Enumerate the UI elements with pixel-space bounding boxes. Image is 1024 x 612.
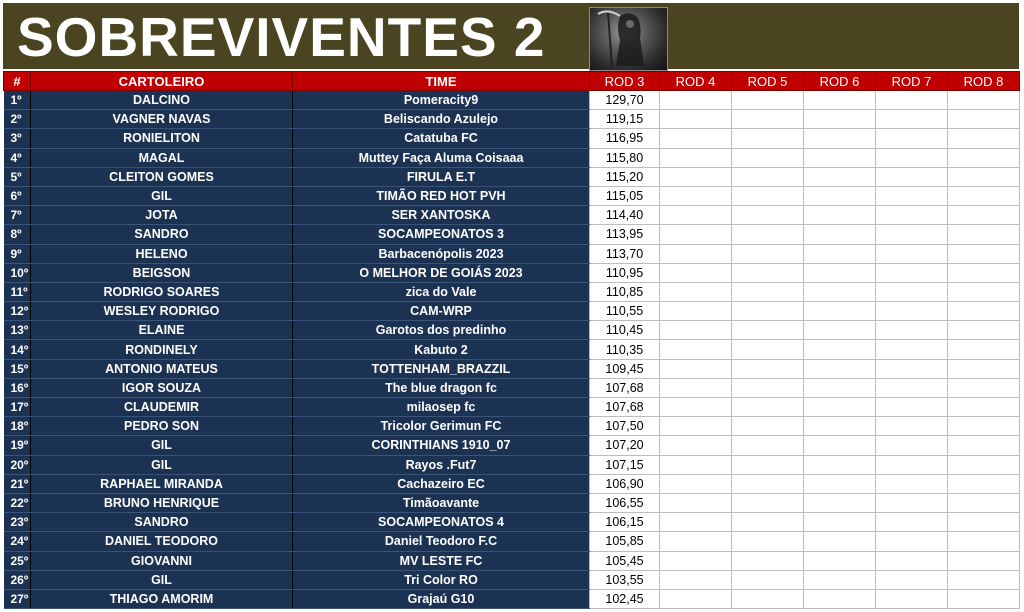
cartoleiro-cell[interactable]: RAPHAEL MIRANDA bbox=[31, 474, 293, 493]
rod3-cell[interactable]: 110,95 bbox=[590, 263, 660, 282]
rod7-cell[interactable] bbox=[876, 455, 948, 474]
rod4-cell[interactable] bbox=[660, 570, 732, 589]
rod8-cell[interactable] bbox=[948, 263, 1020, 282]
rod8-cell[interactable] bbox=[948, 398, 1020, 417]
time-cell[interactable]: Catatuba FC bbox=[293, 129, 590, 148]
table-row bbox=[4, 493, 1020, 512]
rod6-cell[interactable] bbox=[804, 436, 876, 455]
table-row bbox=[4, 570, 1020, 589]
rod3-cell[interactable]: 116,95 bbox=[590, 129, 660, 148]
rod7-cell[interactable] bbox=[876, 589, 948, 608]
table-row bbox=[4, 436, 1020, 455]
rod8-cell[interactable] bbox=[948, 91, 1020, 110]
rod7-cell[interactable] bbox=[876, 167, 948, 186]
cartoleiro-cell[interactable]: IGOR SOUZA bbox=[31, 378, 293, 397]
cartoleiro-cell[interactable]: HELENO bbox=[31, 244, 293, 263]
rod3-cell[interactable]: 129,70 bbox=[590, 91, 660, 110]
rod5-cell[interactable] bbox=[732, 148, 804, 167]
rank-cell[interactable]: 9º bbox=[4, 244, 31, 263]
time-cell[interactable]: Timãoavante bbox=[293, 493, 590, 512]
rod8-cell[interactable] bbox=[948, 148, 1020, 167]
rank-cell[interactable]: 20º bbox=[4, 455, 31, 474]
rod5-cell[interactable] bbox=[732, 359, 804, 378]
time-cell[interactable]: Kabuto 2 bbox=[293, 340, 590, 359]
rod6-cell[interactable] bbox=[804, 225, 876, 244]
rod8-cell[interactable] bbox=[948, 455, 1020, 474]
rod8-cell[interactable] bbox=[948, 110, 1020, 129]
rod7-cell[interactable] bbox=[876, 244, 948, 263]
rod6-cell[interactable] bbox=[804, 321, 876, 340]
rod5-cell[interactable] bbox=[732, 532, 804, 551]
rod5-cell[interactable] bbox=[732, 398, 804, 417]
rod5-cell[interactable] bbox=[732, 186, 804, 205]
rod6-cell[interactable] bbox=[804, 474, 876, 493]
rod8-cell[interactable] bbox=[948, 167, 1020, 186]
rod7-cell[interactable] bbox=[876, 225, 948, 244]
rod3-cell[interactable]: 103,55 bbox=[590, 570, 660, 589]
table-row bbox=[4, 340, 1020, 359]
time-cell[interactable]: Tricolor Gerimun FC bbox=[293, 417, 590, 436]
table-row bbox=[4, 417, 1020, 436]
rod3-cell[interactable]: 110,55 bbox=[590, 302, 660, 321]
ranking-table bbox=[3, 71, 1020, 609]
rod8-cell[interactable] bbox=[948, 129, 1020, 148]
table-row bbox=[4, 244, 1020, 263]
time-cell[interactable]: SOCAMPEONATOS 4 bbox=[293, 513, 590, 532]
time-cell[interactable]: The blue dragon fc bbox=[293, 378, 590, 397]
rod5-cell[interactable] bbox=[732, 302, 804, 321]
time-cell[interactable]: Muttey Faça Aluma Coisaaa bbox=[293, 148, 590, 167]
rod4-cell[interactable] bbox=[660, 436, 732, 455]
rod8-cell[interactable] bbox=[948, 570, 1020, 589]
rod6-cell[interactable] bbox=[804, 186, 876, 205]
rank-cell[interactable]: 21º bbox=[4, 474, 31, 493]
rod7-cell[interactable] bbox=[876, 378, 948, 397]
rod7-cell[interactable] bbox=[876, 340, 948, 359]
rod3-cell[interactable]: 110,45 bbox=[590, 321, 660, 340]
header-rod-6[interactable]: ROD 6 bbox=[804, 72, 876, 91]
header-row bbox=[4, 72, 1020, 91]
table-row bbox=[4, 378, 1020, 397]
rod6-cell[interactable] bbox=[804, 302, 876, 321]
rod7-cell[interactable] bbox=[876, 551, 948, 570]
table-row bbox=[4, 551, 1020, 570]
rank-cell[interactable]: 4º bbox=[4, 148, 31, 167]
cartoleiro-cell[interactable]: RONIELITON bbox=[31, 129, 293, 148]
rod6-cell[interactable] bbox=[804, 263, 876, 282]
header-rod-7[interactable]: ROD 7 bbox=[876, 72, 948, 91]
rod4-cell[interactable] bbox=[660, 378, 732, 397]
rod4-cell[interactable] bbox=[660, 340, 732, 359]
rod7-cell[interactable] bbox=[876, 302, 948, 321]
rod4-cell[interactable] bbox=[660, 110, 732, 129]
rod3-cell[interactable]: 114,40 bbox=[590, 206, 660, 225]
rank-cell[interactable]: 7º bbox=[4, 206, 31, 225]
table-row bbox=[4, 513, 1020, 532]
cartoleiro-cell[interactable]: ELAINE bbox=[31, 321, 293, 340]
time-cell[interactable]: TIMÃO RED HOT PVH bbox=[293, 186, 590, 205]
rod3-cell[interactable]: 106,15 bbox=[590, 513, 660, 532]
header-rod-8[interactable]: ROD 8 bbox=[948, 72, 1020, 91]
title-banner bbox=[3, 3, 1019, 69]
rod7-cell[interactable] bbox=[876, 493, 948, 512]
grim-reaper-image bbox=[589, 7, 668, 71]
table-row bbox=[4, 359, 1020, 378]
rank-cell[interactable]: 3º bbox=[4, 129, 31, 148]
rod8-cell[interactable] bbox=[948, 186, 1020, 205]
rod7-cell[interactable] bbox=[876, 263, 948, 282]
rod3-cell[interactable]: 110,35 bbox=[590, 340, 660, 359]
rod6-cell[interactable] bbox=[804, 340, 876, 359]
rod4-cell[interactable] bbox=[660, 91, 732, 110]
rod3-cell[interactable]: 106,90 bbox=[590, 474, 660, 493]
rod6-cell[interactable] bbox=[804, 129, 876, 148]
rank-cell[interactable]: 11º bbox=[4, 282, 31, 301]
rod8-cell[interactable] bbox=[948, 513, 1020, 532]
rank-cell[interactable]: 25º bbox=[4, 551, 31, 570]
rod5-cell[interactable] bbox=[732, 417, 804, 436]
rod8-cell[interactable] bbox=[948, 589, 1020, 608]
table-row bbox=[4, 321, 1020, 340]
time-cell[interactable]: Daniel Teodoro F.C bbox=[293, 532, 590, 551]
rod6-cell[interactable] bbox=[804, 244, 876, 263]
rank-cell[interactable]: 13º bbox=[4, 321, 31, 340]
time-cell[interactable]: CORINTHIANS 1910_07 bbox=[293, 436, 590, 455]
cartoleiro-cell[interactable]: RODRIGO SOARES bbox=[31, 282, 293, 301]
rod7-cell[interactable] bbox=[876, 532, 948, 551]
rod7-cell[interactable] bbox=[876, 129, 948, 148]
rod8-cell[interactable] bbox=[948, 282, 1020, 301]
rod3-cell[interactable]: 113,95 bbox=[590, 225, 660, 244]
cartoleiro-cell[interactable]: CLAUDEMIR bbox=[31, 398, 293, 417]
rod7-cell[interactable] bbox=[876, 186, 948, 205]
rod5-cell[interactable] bbox=[732, 378, 804, 397]
time-cell[interactable]: SOCAMPEONATOS 3 bbox=[293, 225, 590, 244]
rod8-cell[interactable] bbox=[948, 378, 1020, 397]
table-row bbox=[4, 263, 1020, 282]
rod7-cell[interactable] bbox=[876, 282, 948, 301]
time-cell[interactable]: Pomeracity9 bbox=[293, 91, 590, 110]
header-rod-5[interactable]: ROD 5 bbox=[732, 72, 804, 91]
rod8-cell[interactable] bbox=[948, 321, 1020, 340]
rod5-cell[interactable] bbox=[732, 110, 804, 129]
header-time[interactable]: TIME bbox=[293, 72, 590, 91]
cartoleiro-cell[interactable]: DANIEL TEODORO bbox=[31, 532, 293, 551]
rod8-cell[interactable] bbox=[948, 206, 1020, 225]
rod7-cell[interactable] bbox=[876, 417, 948, 436]
rod5-cell[interactable] bbox=[732, 167, 804, 186]
table-row bbox=[4, 455, 1020, 474]
rod3-cell[interactable]: 109,45 bbox=[590, 359, 660, 378]
rod7-cell[interactable] bbox=[876, 359, 948, 378]
rod7-cell[interactable] bbox=[876, 570, 948, 589]
rod6-cell[interactable] bbox=[804, 513, 876, 532]
header-rod-3[interactable]: ROD 3 bbox=[590, 72, 660, 91]
rod4-cell[interactable] bbox=[660, 263, 732, 282]
rod3-cell[interactable]: 107,68 bbox=[590, 378, 660, 397]
rod7-cell[interactable] bbox=[876, 474, 948, 493]
rod4-cell[interactable] bbox=[660, 589, 732, 608]
rod5-cell[interactable] bbox=[732, 321, 804, 340]
rod3-cell[interactable]: 115,20 bbox=[590, 167, 660, 186]
rank-cell[interactable]: 19º bbox=[4, 436, 31, 455]
table-row bbox=[4, 206, 1020, 225]
rod7-cell[interactable] bbox=[876, 398, 948, 417]
rod6-cell[interactable] bbox=[804, 148, 876, 167]
rank-cell[interactable]: 26º bbox=[4, 570, 31, 589]
table-row bbox=[4, 589, 1020, 608]
rod8-cell[interactable] bbox=[948, 225, 1020, 244]
rank-cell[interactable]: 23º bbox=[4, 513, 31, 532]
rod8-cell[interactable] bbox=[948, 493, 1020, 512]
rod4-cell[interactable] bbox=[660, 513, 732, 532]
rank-cell[interactable]: 18º bbox=[4, 417, 31, 436]
rod8-cell[interactable] bbox=[948, 302, 1020, 321]
cartoleiro-cell[interactable]: MAGAL bbox=[31, 148, 293, 167]
rod3-cell[interactable]: 102,45 bbox=[590, 589, 660, 608]
rod3-cell[interactable]: 107,68 bbox=[590, 398, 660, 417]
rod5-cell[interactable] bbox=[732, 589, 804, 608]
time-cell[interactable]: O MELHOR DE GOIÁS 2023 bbox=[293, 263, 590, 282]
table-row bbox=[4, 474, 1020, 493]
grim-reaper-icon bbox=[590, 8, 667, 70]
rod4-cell[interactable] bbox=[660, 398, 732, 417]
rod5-cell[interactable] bbox=[732, 570, 804, 589]
rod8-cell[interactable] bbox=[948, 551, 1020, 570]
rod3-cell[interactable]: 119,15 bbox=[590, 110, 660, 129]
rod8-cell[interactable] bbox=[948, 359, 1020, 378]
rod6-cell[interactable] bbox=[804, 206, 876, 225]
table-row bbox=[4, 186, 1020, 205]
rod4-cell[interactable] bbox=[660, 302, 732, 321]
rod8-cell[interactable] bbox=[948, 532, 1020, 551]
rank-cell[interactable]: 6º bbox=[4, 186, 31, 205]
rod7-cell[interactable] bbox=[876, 436, 948, 455]
rod5-cell[interactable] bbox=[732, 436, 804, 455]
rod8-cell[interactable] bbox=[948, 417, 1020, 436]
rod6-cell[interactable] bbox=[804, 167, 876, 186]
cartoleiro-cell[interactable]: CLEITON GOMES bbox=[31, 167, 293, 186]
rod3-cell[interactable]: 110,85 bbox=[590, 282, 660, 301]
rod5-cell[interactable] bbox=[732, 455, 804, 474]
rod5-cell[interactable] bbox=[732, 225, 804, 244]
table-row bbox=[4, 398, 1020, 417]
rod5-cell[interactable] bbox=[732, 493, 804, 512]
table-row bbox=[4, 91, 1020, 110]
rod6-cell[interactable] bbox=[804, 455, 876, 474]
cartoleiro-cell[interactable]: RONDINELY bbox=[31, 340, 293, 359]
cartoleiro-cell[interactable]: GIL bbox=[31, 570, 293, 589]
rod4-cell[interactable] bbox=[660, 455, 732, 474]
cartoleiro-cell[interactable]: SANDRO bbox=[31, 225, 293, 244]
cartoleiro-cell[interactable]: PEDRO SON bbox=[31, 417, 293, 436]
header-num[interactable]: # bbox=[4, 72, 31, 91]
rod5-cell[interactable] bbox=[732, 263, 804, 282]
cartoleiro-cell[interactable]: GIL bbox=[31, 186, 293, 205]
time-cell[interactable]: milaosep fc bbox=[293, 398, 590, 417]
time-cell[interactable]: SER XANTOSKA bbox=[293, 206, 590, 225]
time-cell[interactable]: Tri Color RO bbox=[293, 570, 590, 589]
cartoleiro-cell[interactable]: ANTONIO MATEUS bbox=[31, 359, 293, 378]
rod6-cell[interactable] bbox=[804, 417, 876, 436]
rank-cell[interactable]: 27º bbox=[4, 589, 31, 608]
rank-cell[interactable]: 2º bbox=[4, 110, 31, 129]
rod5-cell[interactable] bbox=[732, 282, 804, 301]
rod3-cell[interactable]: 115,80 bbox=[590, 148, 660, 167]
rod4-cell[interactable] bbox=[660, 474, 732, 493]
rod7-cell[interactable] bbox=[876, 148, 948, 167]
rod4-cell[interactable] bbox=[660, 359, 732, 378]
time-cell[interactable]: zica do Vale bbox=[293, 282, 590, 301]
rod5-cell[interactable] bbox=[732, 513, 804, 532]
rod4-cell[interactable] bbox=[660, 282, 732, 301]
rank-cell[interactable]: 10º bbox=[4, 263, 31, 282]
rank-cell[interactable]: 8º bbox=[4, 225, 31, 244]
rod7-cell[interactable] bbox=[876, 321, 948, 340]
time-cell[interactable]: TOTTENHAM_BRAZZIL bbox=[293, 359, 590, 378]
rod4-cell[interactable] bbox=[660, 148, 732, 167]
cartoleiro-cell[interactable]: BRUNO HENRIQUE bbox=[31, 493, 293, 512]
rank-cell[interactable]: 15º bbox=[4, 359, 31, 378]
header-rod-4[interactable]: ROD 4 bbox=[660, 72, 732, 91]
rod6-cell[interactable] bbox=[804, 282, 876, 301]
rod4-cell[interactable] bbox=[660, 532, 732, 551]
rod6-cell[interactable] bbox=[804, 398, 876, 417]
rod8-cell[interactable] bbox=[948, 474, 1020, 493]
cartoleiro-cell[interactable]: GIOVANNI bbox=[31, 551, 293, 570]
rod3-cell[interactable]: 105,85 bbox=[590, 532, 660, 551]
time-cell[interactable]: Barbacenópolis 2023 bbox=[293, 244, 590, 263]
rod4-cell[interactable] bbox=[660, 167, 732, 186]
rod3-cell[interactable]: 115,05 bbox=[590, 186, 660, 205]
rod3-cell[interactable]: 107,50 bbox=[590, 417, 660, 436]
rod5-cell[interactable] bbox=[732, 206, 804, 225]
table-row bbox=[4, 282, 1020, 301]
table-row bbox=[4, 532, 1020, 551]
table-row bbox=[4, 110, 1020, 129]
table-row bbox=[4, 167, 1020, 186]
rank-cell[interactable]: 12º bbox=[4, 302, 31, 321]
cartoleiro-cell[interactable]: DALCINO bbox=[31, 91, 293, 110]
rank-cell[interactable]: 1º bbox=[4, 91, 31, 110]
time-cell[interactable]: Garotos dos predinho bbox=[293, 321, 590, 340]
rod8-cell[interactable] bbox=[948, 436, 1020, 455]
cartoleiro-cell[interactable]: THIAGO AMORIM bbox=[31, 589, 293, 608]
rod8-cell[interactable] bbox=[948, 244, 1020, 263]
rod4-cell[interactable] bbox=[660, 493, 732, 512]
rod6-cell[interactable] bbox=[804, 589, 876, 608]
rank-cell[interactable]: 22º bbox=[4, 493, 31, 512]
rank-cell[interactable]: 14º bbox=[4, 340, 31, 359]
rod5-cell[interactable] bbox=[732, 474, 804, 493]
rod6-cell[interactable] bbox=[804, 359, 876, 378]
rod4-cell[interactable] bbox=[660, 129, 732, 148]
rod5-cell[interactable] bbox=[732, 129, 804, 148]
rod3-cell[interactable]: 113,70 bbox=[590, 244, 660, 263]
rod5-cell[interactable] bbox=[732, 551, 804, 570]
rod5-cell[interactable] bbox=[732, 91, 804, 110]
table-row bbox=[4, 148, 1020, 167]
rod8-cell[interactable] bbox=[948, 340, 1020, 359]
rod6-cell[interactable] bbox=[804, 532, 876, 551]
time-cell[interactable]: FIRULA E.T bbox=[293, 167, 590, 186]
rod4-cell[interactable] bbox=[660, 417, 732, 436]
rod4-cell[interactable] bbox=[660, 206, 732, 225]
table-row bbox=[4, 129, 1020, 148]
rod4-cell[interactable] bbox=[660, 186, 732, 205]
cartoleiro-cell[interactable]: GIL bbox=[31, 436, 293, 455]
table-row bbox=[4, 225, 1020, 244]
rod7-cell[interactable] bbox=[876, 91, 948, 110]
time-cell[interactable]: Rayos .Fut7 bbox=[293, 455, 590, 474]
rod3-cell[interactable]: 106,55 bbox=[590, 493, 660, 512]
rank-cell[interactable]: 5º bbox=[4, 167, 31, 186]
time-cell[interactable]: MV LESTE FC bbox=[293, 551, 590, 570]
rod4-cell[interactable] bbox=[660, 244, 732, 263]
rank-cell[interactable]: 24º bbox=[4, 532, 31, 551]
cartoleiro-cell[interactable]: VAGNER NAVAS bbox=[31, 110, 293, 129]
cartoleiro-cell[interactable]: GIL bbox=[31, 455, 293, 474]
cartoleiro-cell[interactable]: SANDRO bbox=[31, 513, 293, 532]
rank-cell[interactable]: 17º bbox=[4, 398, 31, 417]
cartoleiro-cell[interactable]: WESLEY RODRIGO bbox=[31, 302, 293, 321]
rod7-cell[interactable] bbox=[876, 110, 948, 129]
time-cell[interactable]: Beliscando Azulejo bbox=[293, 110, 590, 129]
time-cell[interactable]: CAM-WRP bbox=[293, 302, 590, 321]
rod5-cell[interactable] bbox=[732, 340, 804, 359]
rod3-cell[interactable]: 107,20 bbox=[590, 436, 660, 455]
rod6-cell[interactable] bbox=[804, 91, 876, 110]
time-cell[interactable]: Grajaú G10 bbox=[293, 589, 590, 608]
rod4-cell[interactable] bbox=[660, 551, 732, 570]
rod7-cell[interactable] bbox=[876, 513, 948, 532]
rod6-cell[interactable] bbox=[804, 493, 876, 512]
rod6-cell[interactable] bbox=[804, 378, 876, 397]
cartoleiro-cell[interactable]: JOTA bbox=[31, 206, 293, 225]
header-cartoleiro[interactable]: CARTOLEIRO bbox=[31, 72, 293, 91]
rank-cell[interactable]: 16º bbox=[4, 378, 31, 397]
rod5-cell[interactable] bbox=[732, 244, 804, 263]
table-body bbox=[4, 91, 1020, 609]
table-row bbox=[4, 302, 1020, 321]
rod6-cell[interactable] bbox=[804, 551, 876, 570]
page-title: SOBREVIVENTES 2 bbox=[17, 6, 546, 68]
rod6-cell[interactable] bbox=[804, 110, 876, 129]
rod4-cell[interactable] bbox=[660, 225, 732, 244]
rod3-cell[interactable]: 105,45 bbox=[590, 551, 660, 570]
time-cell[interactable]: Cachazeiro EC bbox=[293, 474, 590, 493]
rod7-cell[interactable] bbox=[876, 206, 948, 225]
rod3-cell[interactable]: 107,15 bbox=[590, 455, 660, 474]
rod6-cell[interactable] bbox=[804, 570, 876, 589]
cartoleiro-cell[interactable]: BEIGSON bbox=[31, 263, 293, 282]
rod4-cell[interactable] bbox=[660, 321, 732, 340]
